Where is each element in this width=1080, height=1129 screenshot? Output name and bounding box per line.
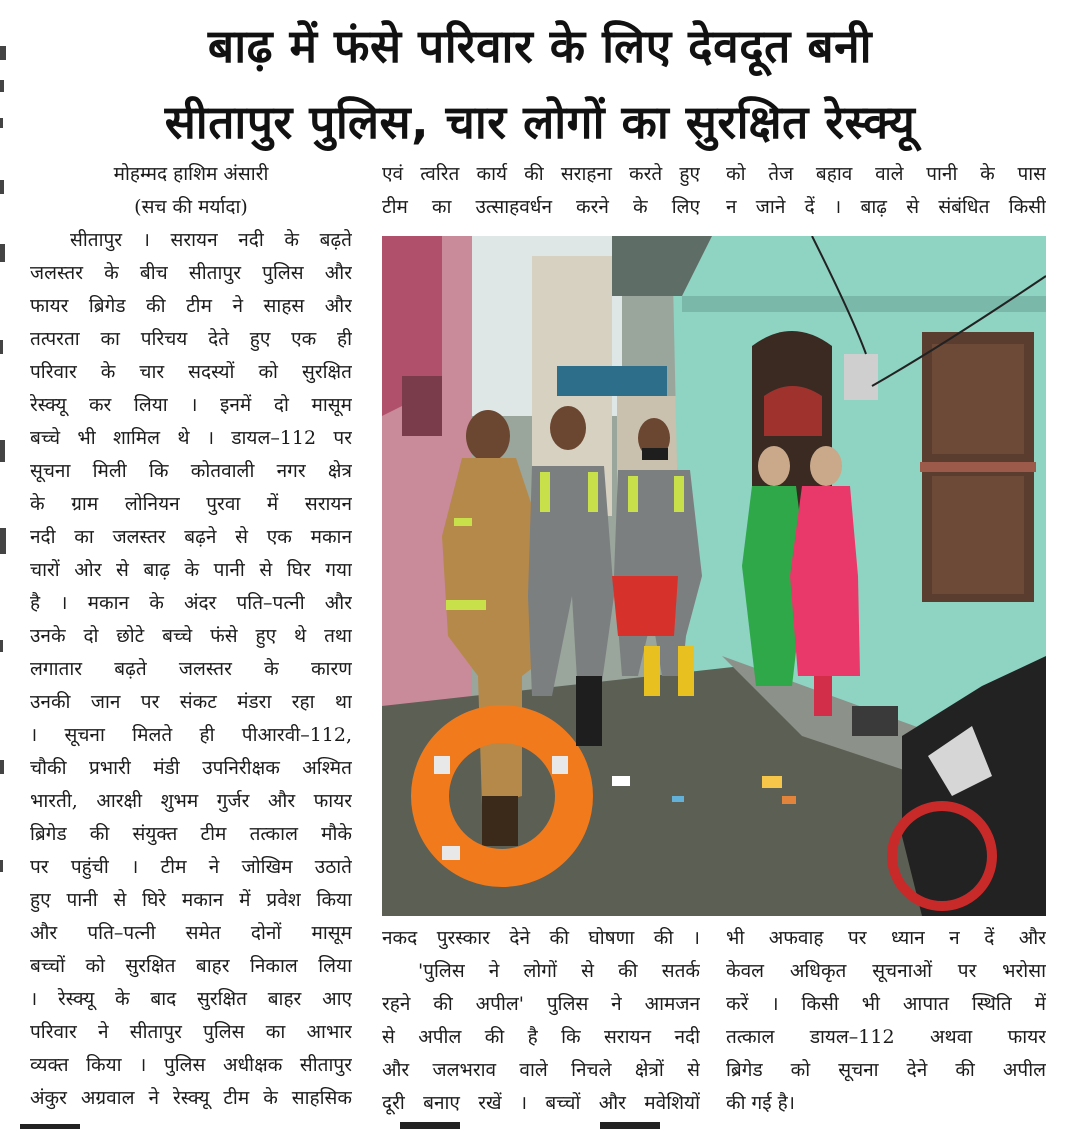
body-line: न जाने दें । बाढ़ से संबंधित किसी <box>726 196 1046 218</box>
margin-mark <box>0 860 3 872</box>
body-line: रहने की अपील' पुलिस ने आमजन <box>382 993 700 1015</box>
article-column-3-top <box>726 158 1046 224</box>
body-line: परिवार के चार सदस्यों को सुरक्षित <box>30 361 352 383</box>
headline-line-2: सीतापुर पुलिस, चार लोगों का सुरक्षित रेस्क्यू <box>164 95 916 149</box>
body-line: चौकी प्रभारी मंडी उपनिरीक्षक अश्मित <box>30 757 352 779</box>
body-line: तत्परता का परिचय देते हुए एक ही <box>30 328 352 350</box>
body-line: चारों ओर से बाढ़ के पानी से घिर गया <box>30 559 352 581</box>
body-line: रेस्क्यू कर लिया । इनमें दो मासूम <box>30 394 352 416</box>
margin-mark <box>0 180 4 194</box>
margin-mark <box>0 244 5 262</box>
body-line: दूरी बनाए रखें । बच्चों और मवेशियों <box>382 1092 700 1114</box>
body-line: अंकुर अग्रवाल ने रेस्क्यू टीम के साहसिक <box>30 1087 352 1109</box>
body-line: ब्रिगेड को सूचना देने की अपील <box>726 1059 1046 1081</box>
article-column-1 <box>30 158 352 1115</box>
margin-mark <box>0 760 4 774</box>
margin-mark <box>0 80 4 92</box>
article-column-3-bottom <box>726 922 1046 1120</box>
body-line: उनकी जान पर संकट मंडरा रहा था <box>30 691 352 713</box>
body-line: । रेस्क्यू के बाद सुरक्षित बाहर आए <box>30 988 352 1010</box>
body-line: ब्रिगेड की संयुक्त टीम तत्काल मौके <box>30 823 352 845</box>
byline-author: मोहम्मद हाशिम अंसारी <box>113 163 269 185</box>
body-line: टीम का उत्साहवर्धन करने के लिए <box>382 196 700 218</box>
body-line: लगातार बढ़ते जलस्तर के कारण <box>30 658 352 680</box>
body-line: हुए पानी से घिरे मकान में प्रवेश किया <box>30 889 352 911</box>
body-line: तत्काल डायल–112 अथवा फायर <box>726 1026 1046 1048</box>
byline-publication: (सच की मर्यादा) <box>134 196 248 218</box>
body-line: भी अफवाह पर ध्यान न दें और <box>726 927 1046 949</box>
body-line: बच्चे भी शामिल थे । डायल–112 पर <box>30 427 352 449</box>
body-line: बच्चों को सुरक्षित बाहर निकाल लिया <box>30 955 352 977</box>
margin-mark <box>0 340 3 354</box>
body-line: पर पहुंची । टीम ने जोखिम उठाते <box>30 856 352 878</box>
body-line: । सूचना मिलते ही पीआरवी–112, <box>30 724 352 746</box>
body-line: फायर ब्रिगेड की टीम ने साहस और <box>30 295 352 317</box>
rescue-team-photo <box>382 236 1046 916</box>
body-line: नदी का जलस्तर बढ़ने से एक मकान <box>30 526 352 548</box>
margin-mark <box>0 440 5 462</box>
body-line: से अपील की है कि सरायन नदी <box>382 1026 700 1048</box>
news-photo <box>382 236 1046 916</box>
next-article-fragment <box>0 1122 1080 1129</box>
body-line: है । मकान के अंदर पति–पत्नी और <box>30 592 352 614</box>
body-line: भारती, आरक्षी शुभम गुर्जर और फायर <box>30 790 352 812</box>
margin-mark <box>0 640 3 652</box>
body-line: सूचना मिली कि कोतवाली नगर क्षेत्र <box>30 460 352 482</box>
body-line: की गई है। <box>726 1092 795 1114</box>
headline-line-1: बाढ़ में फंसे परिवार के लिए देवदूत बनी <box>207 19 873 73</box>
body-line: सीतापुर । सरायन नदी के बढ़ते <box>70 229 352 251</box>
article-column-2-top <box>382 158 700 224</box>
article-column-2-bottom <box>382 922 700 1120</box>
margin-mark <box>0 528 6 554</box>
body-line: करें । किसी भी आपात स्थिति में <box>726 993 1046 1015</box>
body-line: और पति–पत्नी समेत दोनों मासूम <box>30 922 352 944</box>
body-line: 'पुलिस ने लोगों से की सतर्क <box>418 960 700 982</box>
body-line: जलस्तर के बीच सीतापुर पुलिस और <box>30 262 352 284</box>
body-line: एवं त्वरित कार्य की सराहना करते हुए <box>382 163 700 185</box>
body-line: नकद पुरस्कार देने की घोषणा की । <box>382 927 700 949</box>
body-line: और जलभराव वाले निचले क्षेत्रों से <box>382 1059 700 1081</box>
body-line: व्यक्त किया । पुलिस अधीक्षक सीतापुर <box>30 1054 352 1076</box>
body-line: को तेज बहाव वाले पानी के पास <box>726 163 1046 185</box>
body-line: परिवार ने सीतापुर पुलिस का आभार <box>30 1021 352 1043</box>
body-line: केवल अधिकृत सूचनाओं पर भरोसा <box>726 960 1046 982</box>
body-line: उनके दो छोटे बच्चे फंसे हुए थे तथा <box>30 625 352 647</box>
body-line: के ग्राम लोनियन पुरवा में सरायन <box>30 493 352 515</box>
